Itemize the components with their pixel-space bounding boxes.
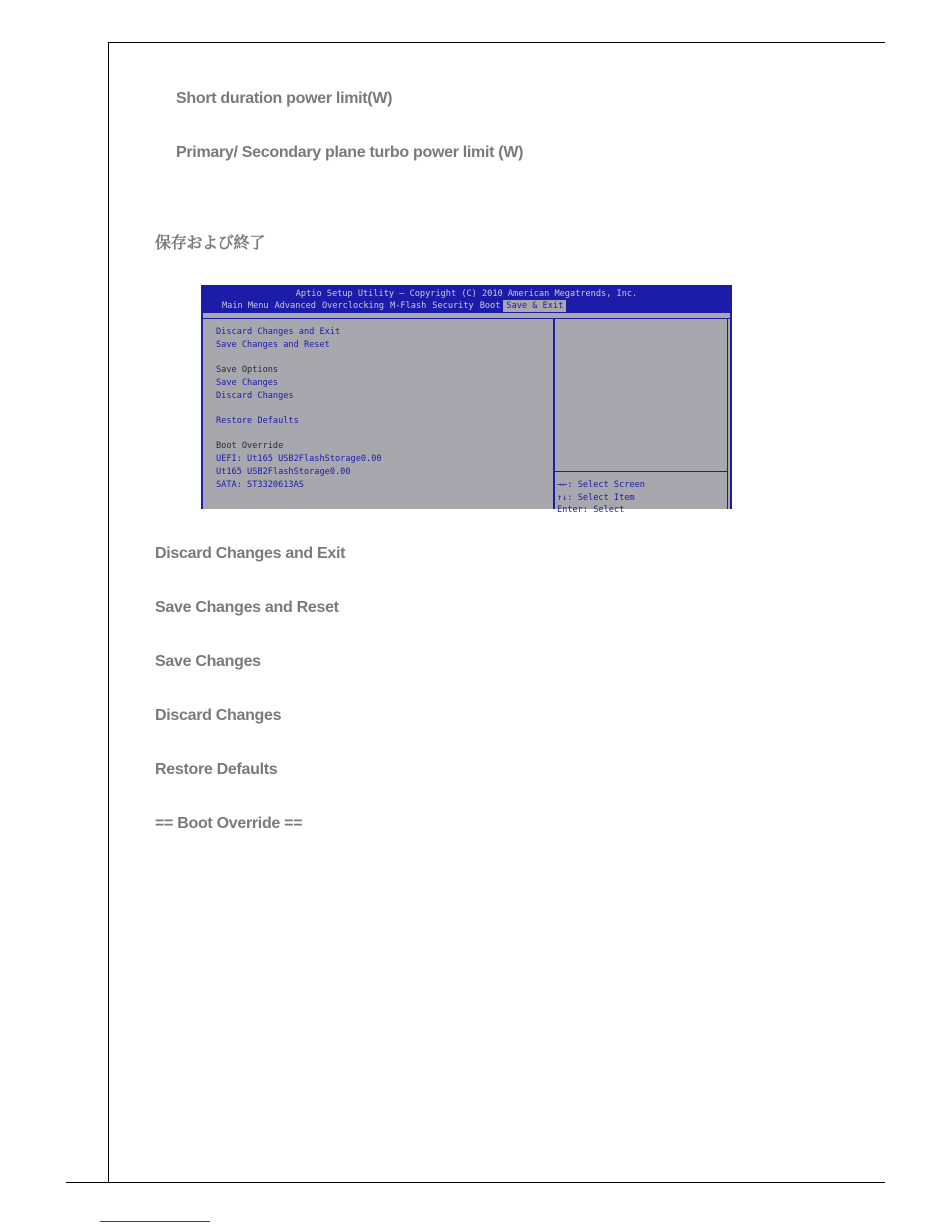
bios-frame-inner-right <box>727 319 728 509</box>
bios-item-boot-usb[interactable]: Ut165 USB2FlashStorage0.00 <box>216 467 351 477</box>
bios-tab-main-menu[interactable]: Main Menu <box>222 301 269 311</box>
bios-tab-security[interactable]: Security <box>432 301 474 311</box>
bios-screenshot <box>201 285 732 515</box>
bios-tab-m-flash[interactable]: M-Flash <box>390 301 427 311</box>
bios-title: Aptio Setup Utility – Copyright (C) 2010 American Megatrends, Inc. <box>295 289 638 299</box>
bios-help-enter-select: Enter: Select <box>557 505 625 515</box>
bios-tab-advanced[interactable]: Advanced <box>274 301 316 311</box>
bios-help-divider <box>555 471 727 472</box>
heading-short-duration-power-limit: Short duration power limit(W) <box>176 90 393 107</box>
bios-item-discard-changes-and-exit[interactable]: Discard Changes and Exit <box>216 327 341 337</box>
footer-blue-rule <box>100 1221 210 1222</box>
page-footer-rule <box>66 1182 885 1183</box>
bios-tab-boot[interactable]: Boot <box>479 301 501 311</box>
bios-tab-bar <box>219 300 566 312</box>
bios-frame-right <box>730 313 732 509</box>
bios-item-save-changes-and-reset[interactable]: Save Changes and Reset <box>216 340 330 350</box>
heading-save-changes: Save Changes <box>155 653 261 670</box>
bios-tab-save-and-exit[interactable]: Save & Exit <box>503 300 566 312</box>
heading-boot-override: == Boot Override == <box>155 815 303 832</box>
bios-frame-left <box>201 313 203 509</box>
section-title-save-and-exit: 保存および終了 <box>155 233 265 252</box>
bios-item-boot-sata[interactable]: SATA: ST3320613AS <box>216 480 304 490</box>
page-header-rule <box>108 42 885 43</box>
bios-label-boot-override: Boot Override <box>216 441 284 451</box>
heading-discard-changes: Discard Changes <box>155 707 282 724</box>
heading-discard-changes-and-exit: Discard Changes and Exit <box>155 545 346 562</box>
bios-panel-divider <box>553 319 555 509</box>
bios-label-save-options: Save Options <box>216 365 279 375</box>
bios-item-restore-defaults[interactable]: Restore Defaults <box>216 416 299 426</box>
heading-plane-turbo-power-limit: Primary/ Secondary plane turbo power limit (W) <box>176 144 524 161</box>
page-margin-vertical-rule <box>108 42 109 1182</box>
heading-save-changes-and-reset: Save Changes and Reset <box>155 599 339 616</box>
bios-tab-overclocking[interactable]: Overclocking <box>321 301 385 311</box>
bios-help-select-screen: →←: Select Screen <box>557 480 645 490</box>
heading-restore-defaults: Restore Defaults <box>155 761 278 778</box>
bios-item-discard-changes[interactable]: Discard Changes <box>216 391 294 401</box>
bios-title-bar <box>201 285 732 313</box>
bios-item-boot-uefi-usb[interactable]: UEFI: Ut165 USB2FlashStorage0.00 <box>216 454 382 464</box>
bios-help-select-item: ↑↓: Select Item <box>557 493 635 503</box>
bios-item-save-changes[interactable]: Save Changes <box>216 378 279 388</box>
bios-frame-inner-top <box>203 318 730 319</box>
